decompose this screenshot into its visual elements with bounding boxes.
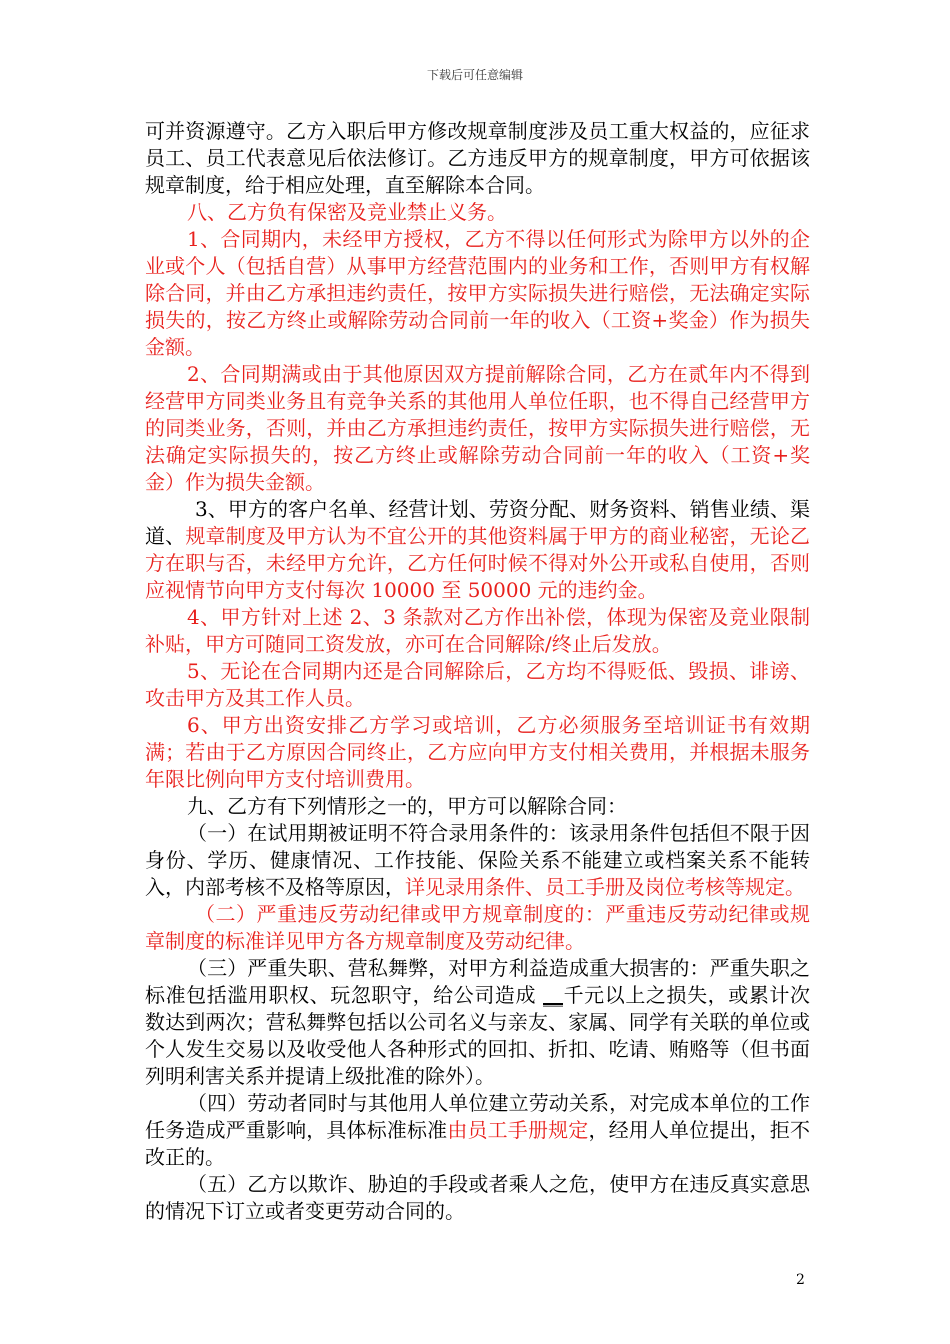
text-segment: ，经用人单位提出，拒不改正的。 bbox=[145, 1118, 810, 1169]
paragraph bbox=[145, 226, 810, 361]
paragraph bbox=[145, 199, 810, 226]
text-segment: 九、乙方有下列情形之一的，甲方可以解除合同： bbox=[187, 794, 627, 818]
highlighted-text: 4、甲方针对上述 2、3 条款对乙方作出补偿，体现为保密及竞业限制补贴，甲方可随同工资发放，亦可在合同解除/终止后发放。 bbox=[145, 605, 810, 656]
highlighted-text: 6、甲方出资安排乙方学习或培训，乙方必须服务至培训证书有效期满；若由于乙方原因合同终止，乙方应向甲方支付相关费用，并根据未服务年限比例向甲方支付培训费用。 bbox=[145, 713, 810, 791]
paragraph bbox=[145, 361, 810, 496]
page-header: 下载后可任意编辑 bbox=[426, 68, 523, 82]
text-segment: 千元以上之损失，或累计次数达到两次；营私舞弊包括以公司名义与亲友、家属、同学有关联的单位或个人发生交易以及收受他人各种形式的回扣、折扣、吃请、贿赂等（但书面列明利害关系并提请上级批准的除外）。 bbox=[145, 983, 811, 1088]
paragraph bbox=[145, 901, 810, 955]
highlighted-text: 由员工手册规定 bbox=[447, 1118, 589, 1142]
paragraph bbox=[145, 118, 810, 199]
page-number: 2 bbox=[796, 1272, 805, 1288]
highlighted-text: （二）严重违反劳动纪律或甲方规章制度的：严重违反劳动纪律或规章制度的标准详见甲方各方规章制度及劳动纪律。 bbox=[145, 902, 810, 953]
text-segment: （四）劳动者同时与其他用人单位建立劳动关系，对完成本单位的工作任务造成严重影响，具体标准标准 bbox=[145, 1091, 810, 1142]
text-segment: 可并资源遵守。乙方入职后甲方修改规章制度涉及员工重大权益的，应征求员工、员工代表意见后依法修订。乙方违反甲方的规章制度，甲方可依据该规章制度，给于相应处理，直至解除本合同。 bbox=[145, 119, 810, 197]
document-body bbox=[145, 118, 810, 1225]
paragraph bbox=[145, 1090, 810, 1171]
paragraph bbox=[145, 604, 810, 658]
highlighted-text: 详见录用条件、员工手册及岗位考核等规定。 bbox=[405, 875, 805, 899]
paragraph bbox=[145, 712, 810, 793]
paragraph bbox=[145, 658, 810, 712]
text-segment: （三）严重失职、营私舞弊，对甲方利益造成重大损害的：严重失职之标准包括滥用职权、玩忽职守，给公司造成 bbox=[145, 956, 810, 1007]
text-segment: __ bbox=[543, 983, 564, 1007]
paragraph bbox=[145, 955, 810, 1090]
paragraph bbox=[145, 496, 810, 604]
paragraph bbox=[145, 820, 810, 901]
highlighted-text: 2、合同期满或由于其他原因双方提前解除合同，乙方在贰年内不得到经营甲方同类业务且有竞争关系的其他用人单位任职，也不得自己经营甲方的同类业务，否则，并由乙方承担违约责任，按甲方实际损失进行赔偿，无法确定实际损失的，按乙方终止或解除劳动合同前一年的收入（工资+奖金）作为损失金额。 bbox=[145, 362, 810, 494]
highlighted-text: 1、合同期内，未经甲方授权，乙方不得以任何形式为除甲方以外的企业或个人（包括自营）从事甲方经营范围内的业务和工作，否则甲方有权解除合同，并由乙方承担违约责任，按甲方实际损失进行赔偿，无法确定实际损失的，按乙方终止或解除劳动合同前一年的收入（工资+奖金）作为损失金额。 bbox=[145, 227, 810, 359]
highlighted-text: 八、乙方负有保密及竞业禁止义务。 bbox=[187, 200, 507, 224]
highlighted-text: 规章制度及甲方认为不宜公开的其他资料属于甲方的商业秘密，无论乙方在职与否，未经甲方允许，乙方任何时候不得对外公开或私自使用，否则应视情节向甲方支付每次 10000 至 50000 元的违约金。 bbox=[145, 524, 810, 602]
text-segment: （五）乙方以欺诈、胁迫的手段或者乘人之危，使甲方在违反真实意思的情况下订立或者变更劳动合同的。 bbox=[145, 1172, 810, 1223]
paragraph bbox=[145, 793, 810, 820]
paragraph bbox=[145, 1171, 810, 1225]
text-segment: （一）在试用期被证明不符合录用条件的：该录用条件包括但不限于因身份、学历、健康情况、工作技能、保险关系不能建立或档案关系不能转入，内部考核不及格等原因， bbox=[145, 821, 810, 899]
highlighted-text: 5、无论在合同期内还是合同解除后，乙方均不得贬低、毁损、诽谤、攻击甲方及其工作人员。 bbox=[145, 659, 810, 710]
text-segment: 3、甲方的客户名单、经营计划、劳资分配、财务资料、销售业绩、渠道、 bbox=[145, 497, 810, 548]
